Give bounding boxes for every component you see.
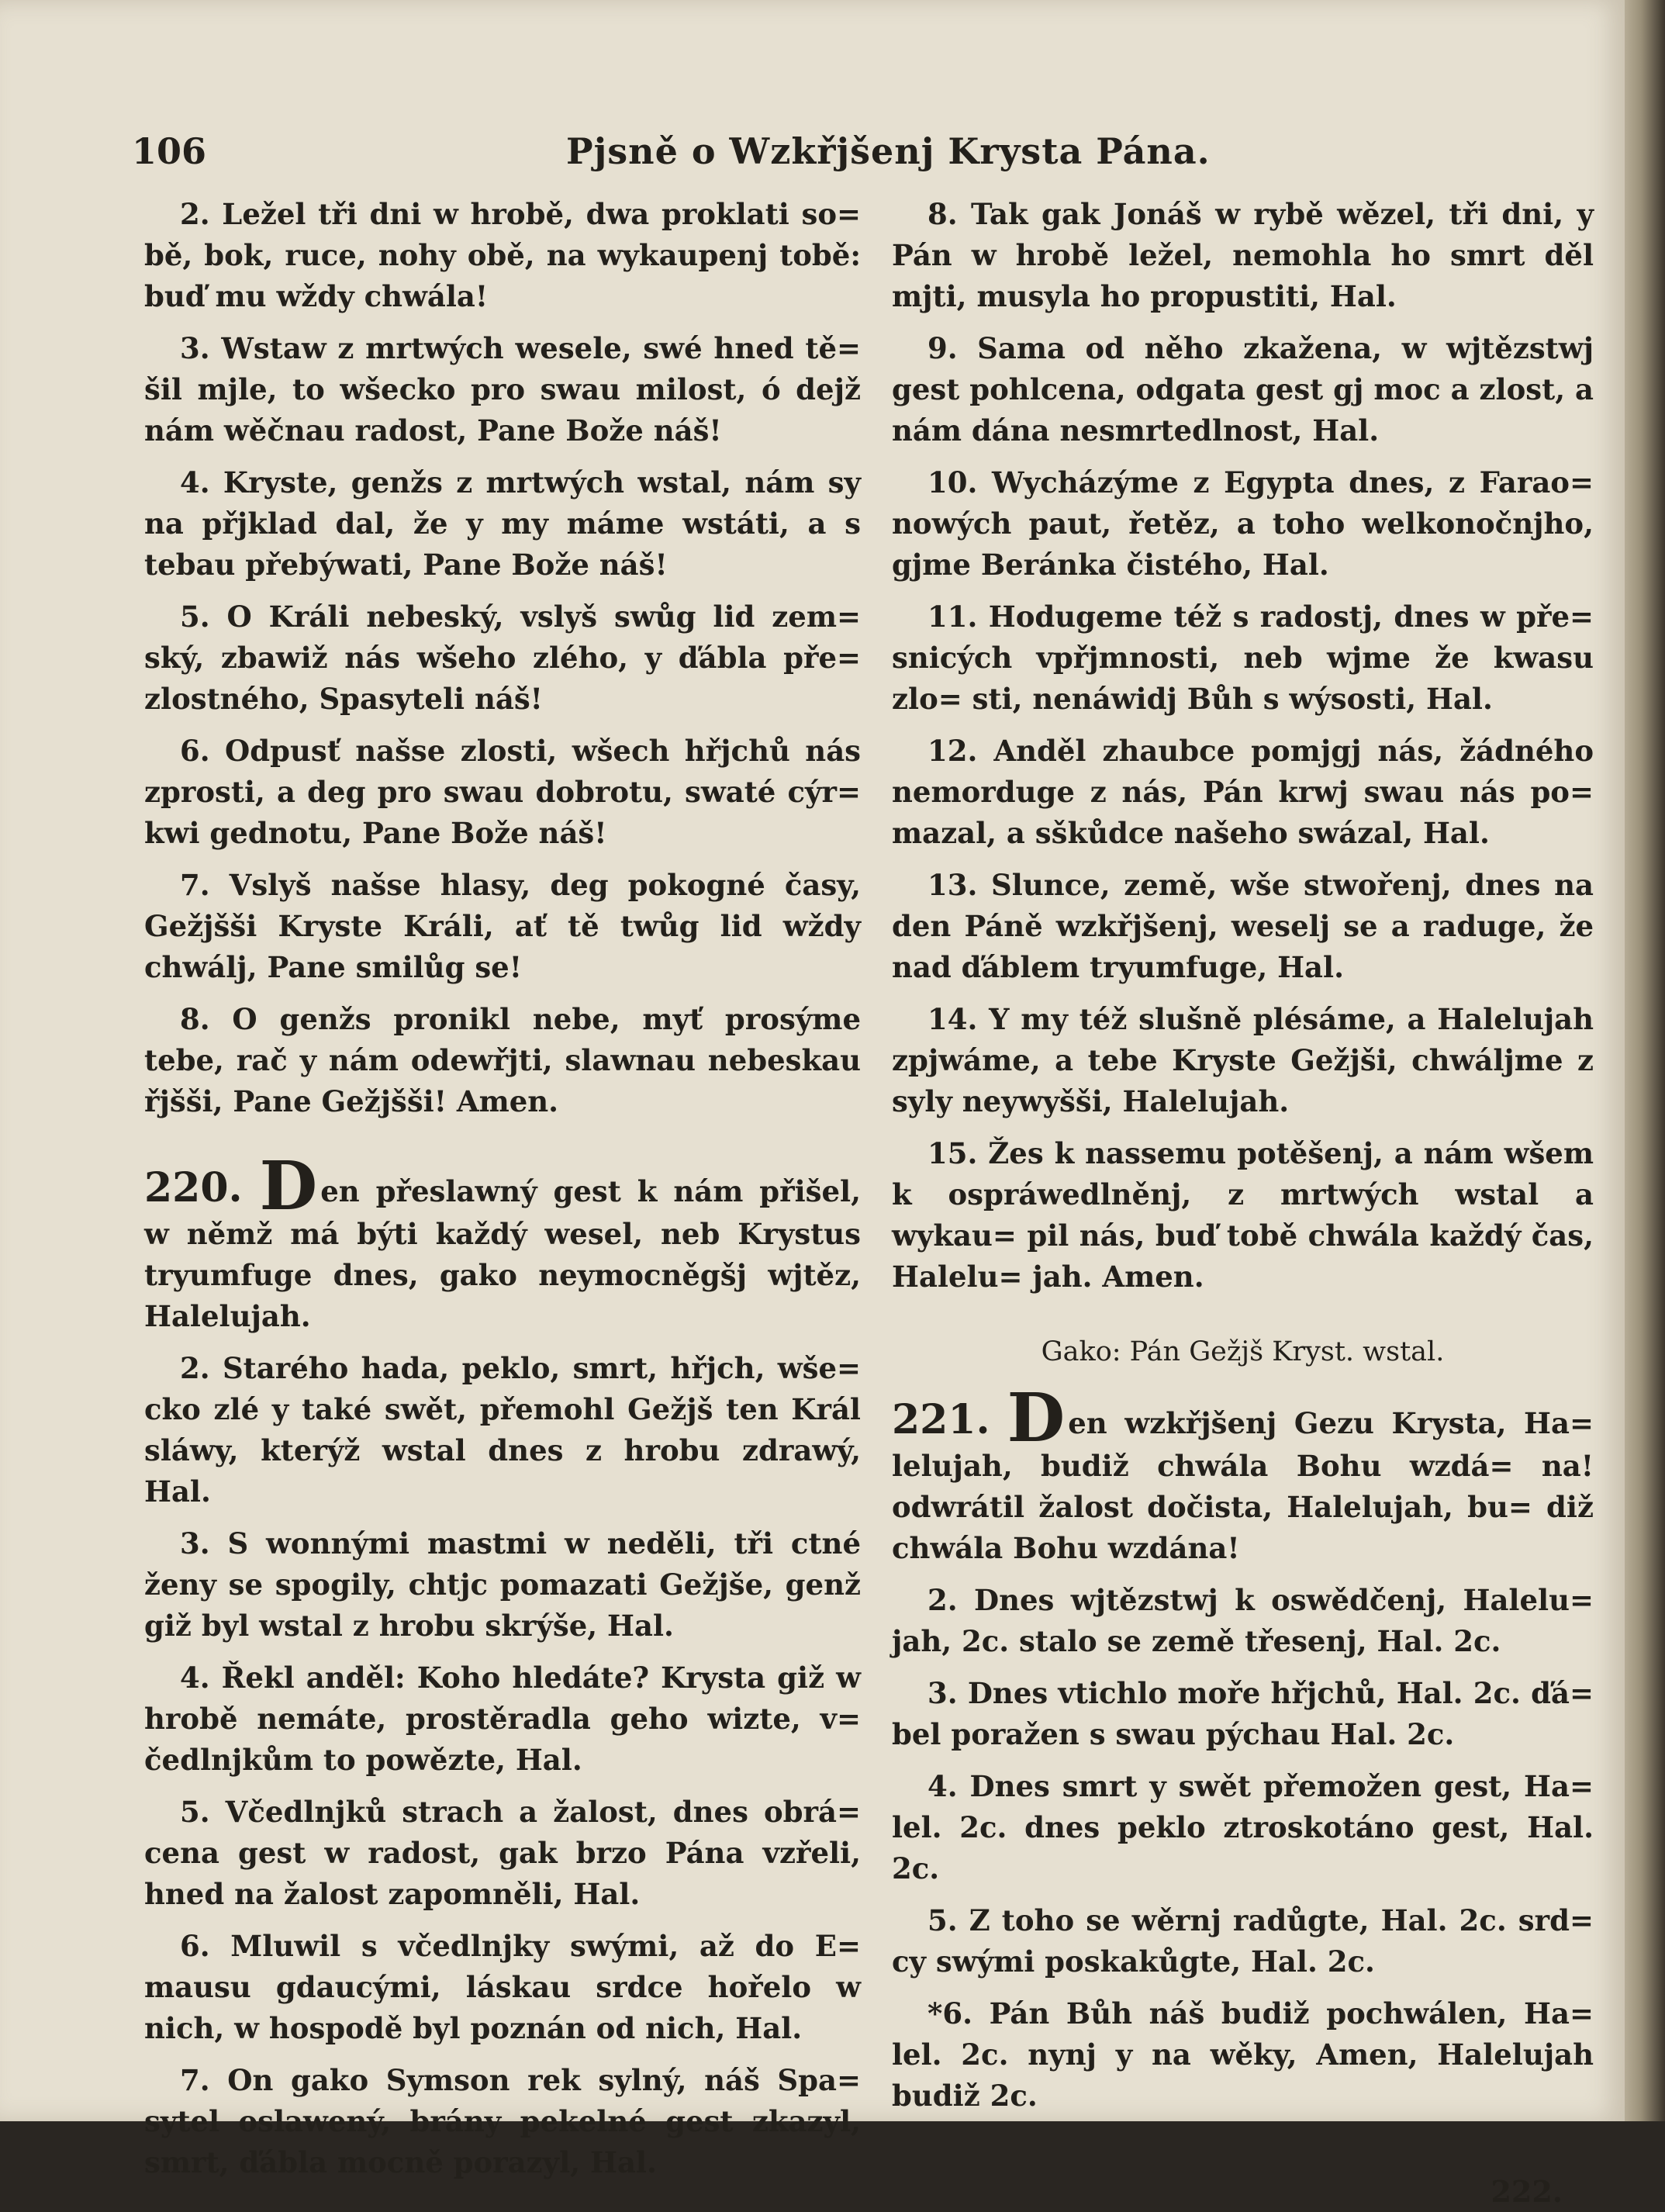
catchword: 222.: [1491, 2174, 1563, 2209]
first-verse-text: en wzkřjšenj Gezu Krysta, Ha= lelujah, budiž chwála Bohu wzdá= na! odwrátil žalost dočista, Halelujah, bu= diž chwála Bohu wzdána!: [892, 1406, 1594, 1565]
verse: 7. Vslyš našse hlasy, deg pokogné časy, Gežjšši Kryste Králi, ať tě twůg lid wždy chwálj, Pane smilůg se!: [144, 868, 861, 984]
verse: 10. Wycházýme z Egypta dnes, z Farao= nowých paut, řetěz, a toho welkonočnjho, gjme Beránka čistého, Hal.: [892, 465, 1594, 582]
verse: 3. S wonnými mastmi w neděli, tři ctné ženy se spogily, chtjc pomazati Gežjše, genž giž byl wstal z hrobu skrýše, Hal.: [144, 1526, 861, 1643]
song-221-first-verse: [892, 1379, 1594, 1569]
song-number: 220.: [144, 1164, 243, 1211]
verse: 4. Kryste, genžs z mrtwých wstal, nám sy na přjklad dal, že y my máme wstáti, a s tebau přebýwati, Pane Bože náš!: [144, 465, 861, 582]
verse: 3. Dnes vtichlo moře hřjchů, Hal. 2c. ďá= bel poražen s swau pýchau Hal. 2c.: [892, 1676, 1594, 1751]
verse: 8. O genžs pronikl nebe, myť prosýme tebe, rač y nám odewřjti, slawnau nebeskau řjšši, Pane Gežjšši! Amen.: [144, 1002, 861, 1118]
page-header: [132, 130, 1590, 185]
first-verse-text: en přeslawný gest k nám přišel, w němž má býti každý wesel, neb Krystus tryumfuge dnes, gako neymocněgšj wjtěz, Halelujah.: [144, 1174, 861, 1333]
page-number: 106: [132, 130, 207, 172]
song-220-first-verse: [144, 1147, 861, 1337]
verse: 5. Včedlnjků strach a žalost, dnes obrá= cena gest w radost, gak brzo Pána vzřeli, hned na žalost zapomněli, Hal.: [144, 1795, 861, 1911]
verse: 7. On gako Symson rek sylný, náš Spa= sytel oslawený, brány pekelné gest zkazyl, smrt, ďábla mocně porazyl, Hal.: [144, 2063, 861, 2179]
verse: 14. Y my též slušně plésáme, a Halelujah zpjwáme, a tebe Kryste Gežjši, chwáljme z syly neywyšši, Halelujah.: [892, 1002, 1594, 1118]
verse: 15. Žes k nassemu potěšenj, a nám wšem k ospráwedlněnj, z mrtwých wstal a wykau= pil nás, buď tobě chwála každý čas, Halelu= jah. Amen.: [892, 1136, 1594, 1294]
drop-initial: D: [1007, 1379, 1066, 1457]
verse: 5. Z toho se wěrnj radůgte, Hal. 2c. srd= cy swými poskakůgte, Hal. 2c.: [892, 1903, 1594, 1979]
verse: 6. Odpusť našse zlosti, wšech hřjchů nás zprosti, a deg pro swau dobrotu, swaté cýr= kwi gednotu, Pane Bože náš!: [144, 734, 861, 850]
right-column: [892, 194, 1594, 2212]
verse: 11. Hodugeme též s radostj, dnes w pře= snicých vpřjmnosti, neb wjme že kwasu zlo= sti, nenáwidj Bůh s wýsosti, Hal.: [892, 600, 1594, 716]
verse: 2. Starého hada, peklo, smrt, hřjch, wše= cko zlé y také swět, přemohl Gežjš ten Král sláwy, kterýž wstal dnes z hrobu zdrawý, Hal.: [144, 1351, 861, 1509]
verse: 4. Dnes smrt y swět přemožen gest, Ha= lel. 2c. dnes peklo ztroskotáno gest, Hal. 2c.: [892, 1769, 1594, 1885]
song-number: 221.: [892, 1396, 990, 1443]
verse: 6. Mluwil s včedlnjky swými, až do E= mausu gdaucými, láskau srdce hořelo w nich, w hospodě byl poznán od nich, Hal.: [144, 1929, 861, 2045]
left-column: [144, 194, 861, 2194]
verse: 2. Dnes wjtězstwj k oswědčenj, Halelu= jah, 2c. stalo se země třesenj, Hal. 2c.: [892, 1583, 1594, 1658]
melody-note: Gako: Pán Gežjš Kryst. wstal.: [1041, 1336, 1445, 1367]
running-title: Pjsně o Wzkřjšenj Krysta Pána.: [566, 130, 1211, 172]
drop-initial: D: [259, 1147, 318, 1225]
verse: 8. Tak gak Jonáš w rybě wězel, tři dni, y Pán w hrobě ležel, nemohla ho smrt děl mjti, musyla ho propustiti, Hal.: [892, 197, 1594, 313]
verse: 12. Anděl zhaubce pomjgj nás, žádného nemorduge z nás, Pán krwj swau nás po= mazal, a sškůdce našeho swázal, Hal.: [892, 734, 1594, 850]
verse: 4. Řekl anděl: Koho hledáte? Krysta giž w hrobě nemáte, prostěradla geho wizte, v= čedlnjkům to powězte, Hal.: [144, 1661, 861, 1777]
verse: 3. Wstaw z mrtwých wesele, swé hned tě= šil mjle, to wšecko pro swau milost, ó dejž nám wěčnau radost, Pane Bože náš!: [144, 331, 861, 448]
verse: 2. Ležel tři dni w hrobě, dwa proklati so= bě, bok, ruce, nohy obě, na wykaupenj tobě: buď mu wždy chwála!: [144, 197, 861, 313]
verse: *6. Pán Bůh náš budiž pochwálen, Ha= lel. 2c. nynj y na wěky, Amen, Halelujah budiž 2c.: [892, 1996, 1594, 2113]
page-edge: [1625, 0, 1665, 2121]
verse: 5. O Králi nebeský, vslyš swůg lid zem= ský, zbawiž nás wšeho zlého, y ďábla pře= zlostného, Spasyteli náš!: [144, 600, 861, 716]
verse: 13. Slunce, země, wše stwořenj, dnes na den Páně wzkřjšenj, weselj se a raduge, že nad ďáblem tryumfuge, Hal.: [892, 868, 1594, 984]
verse: 9. Sama od něho zkažena, w wjtězstwj gest pohlcena, odgata gest gj moc a zlost, a nám dána nesmrtedlnost, Hal.: [892, 331, 1594, 448]
